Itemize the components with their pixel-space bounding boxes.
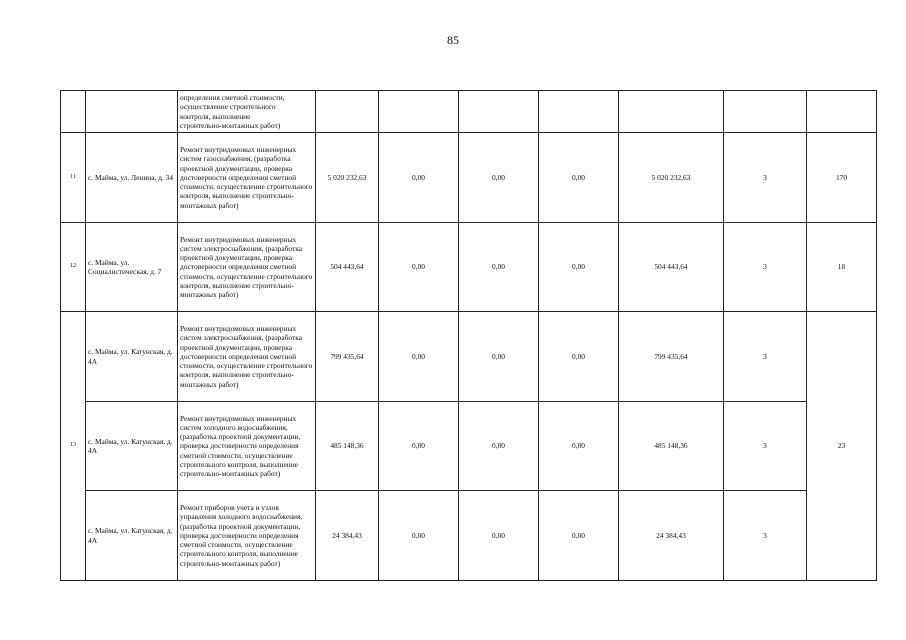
owners-cell: 5 020 232,63 — [619, 133, 724, 223]
table-row — [61, 491, 877, 581]
count-cell: 23 — [807, 312, 877, 581]
table-row-continued — [61, 91, 877, 133]
owners-cell: 24 384,43 — [619, 491, 724, 581]
owners-cell: 799 435,64 — [619, 312, 724, 402]
value-cell: 0,00 — [539, 133, 619, 223]
table-row — [61, 133, 877, 223]
work-cell: Ремонт внутридомовых инженерных систем электроснабжения, (разработка проектной документации, проверка достоверности определения сметной стоимости, осуществление строительного контроля, выполнение строительно-монтажных работ) — [178, 312, 316, 402]
value-cell: 0,00 — [459, 133, 539, 223]
work-text-line: строительно-монтажных работ) — [180, 120, 281, 130]
total-cell: 24 384,43 — [316, 491, 379, 581]
value-cell: 0,00 — [379, 491, 459, 581]
total-cell — [316, 91, 379, 133]
address-cell — [86, 91, 178, 133]
unit-cell: 3 — [724, 223, 807, 312]
num-cell — [61, 91, 86, 133]
address-cell: с. Майма, ул. Катунская, д. 4А — [86, 402, 178, 491]
work-cell: Ремонт приборов учета и узлов управления холодного водоснабжения, (разработка проектной документации, проверка достоверности определения сметной стоимости, осуществление строительного контроля, выполнение строительно-монтажных работ) — [178, 491, 316, 581]
owners-cell: 504 443,64 — [619, 223, 724, 312]
page-number: 85 — [447, 33, 459, 47]
address-cell: с. Майма, ул. Катунская, д. 4А — [86, 312, 178, 402]
unit-cell: 3 — [724, 133, 807, 223]
count-cell: 170 — [807, 133, 877, 223]
work-text-line: контроля, выполнение — [180, 111, 251, 121]
value-cell: 0,00 — [539, 223, 619, 312]
value-cell: 0,00 — [379, 312, 459, 402]
unit-cell — [724, 91, 807, 133]
value-cell: 0,00 — [459, 312, 539, 402]
work-text-line: осуществление строительного — [180, 102, 276, 112]
value-cell: 0,00 — [539, 491, 619, 581]
value-cell: 0,00 — [379, 133, 459, 223]
work-cell: Ремонт внутридомовых инженерных систем холодного водоснабжения, (разработка проектной документации, проверка достоверности определения сметной стоимости, осуществление строительного контроля, выполнение строительно-монтажных работ) — [178, 402, 316, 491]
count-cell: 18 — [807, 223, 877, 312]
address-cell: с. Майма, ул. Социалистическая, д. 7 — [86, 223, 178, 312]
owners-cell: 485 148,36 — [619, 402, 724, 491]
row-number: 13 — [61, 312, 86, 581]
value-cell: 0,00 — [539, 312, 619, 402]
row-number: 12 — [61, 223, 86, 312]
table-row — [61, 312, 877, 402]
unit-cell: 3 — [724, 312, 807, 402]
total-cell: 504 443,64 — [316, 223, 379, 312]
row-number: 11 — [61, 133, 86, 223]
value-cell: 0,00 — [539, 402, 619, 491]
total-cell: 5 020 232,63 — [316, 133, 379, 223]
value-cell: 0,00 — [379, 223, 459, 312]
table-row — [61, 223, 877, 312]
address-cell: с. Майма, ул. Ленина, д. 34 — [86, 133, 178, 223]
count-cell — [807, 91, 877, 133]
work-cell — [178, 91, 316, 133]
value-cell: 0,00 — [379, 402, 459, 491]
owners-cell — [619, 91, 724, 133]
unit-cell: 3 — [724, 491, 807, 581]
value-cell: 0,00 — [459, 491, 539, 581]
value-cell: 0,00 — [459, 402, 539, 491]
total-cell: 485 148,36 — [316, 402, 379, 491]
total-cell: 799 435,64 — [316, 312, 379, 402]
value-cell — [459, 91, 539, 133]
address-cell: с. Майма, ул. Катунская, д. 4А — [86, 491, 178, 581]
value-cell — [539, 91, 619, 133]
work-cell: Ремонт внутридомовых инженерных систем электроснабжения, (разработка проектной документации, проверка достоверности определения сметной стоимости, осуществление строительного контроля, выполнение строительно-монтажных работ) — [178, 223, 316, 312]
unit-cell: 3 — [724, 402, 807, 491]
work-cell: Ремонт внутридомовых инженерных систем газоснабжения, (разработка проектной документации, проверка достоверности определения сметной стоимости, осуществление строительного контроля, выполнение строительно-монтажных работ) — [178, 133, 316, 223]
value-cell — [379, 91, 459, 133]
works-table — [60, 90, 877, 581]
table-row — [61, 402, 877, 491]
value-cell: 0,00 — [459, 223, 539, 312]
work-text-line: определения сметной стоимости, — [180, 93, 285, 103]
